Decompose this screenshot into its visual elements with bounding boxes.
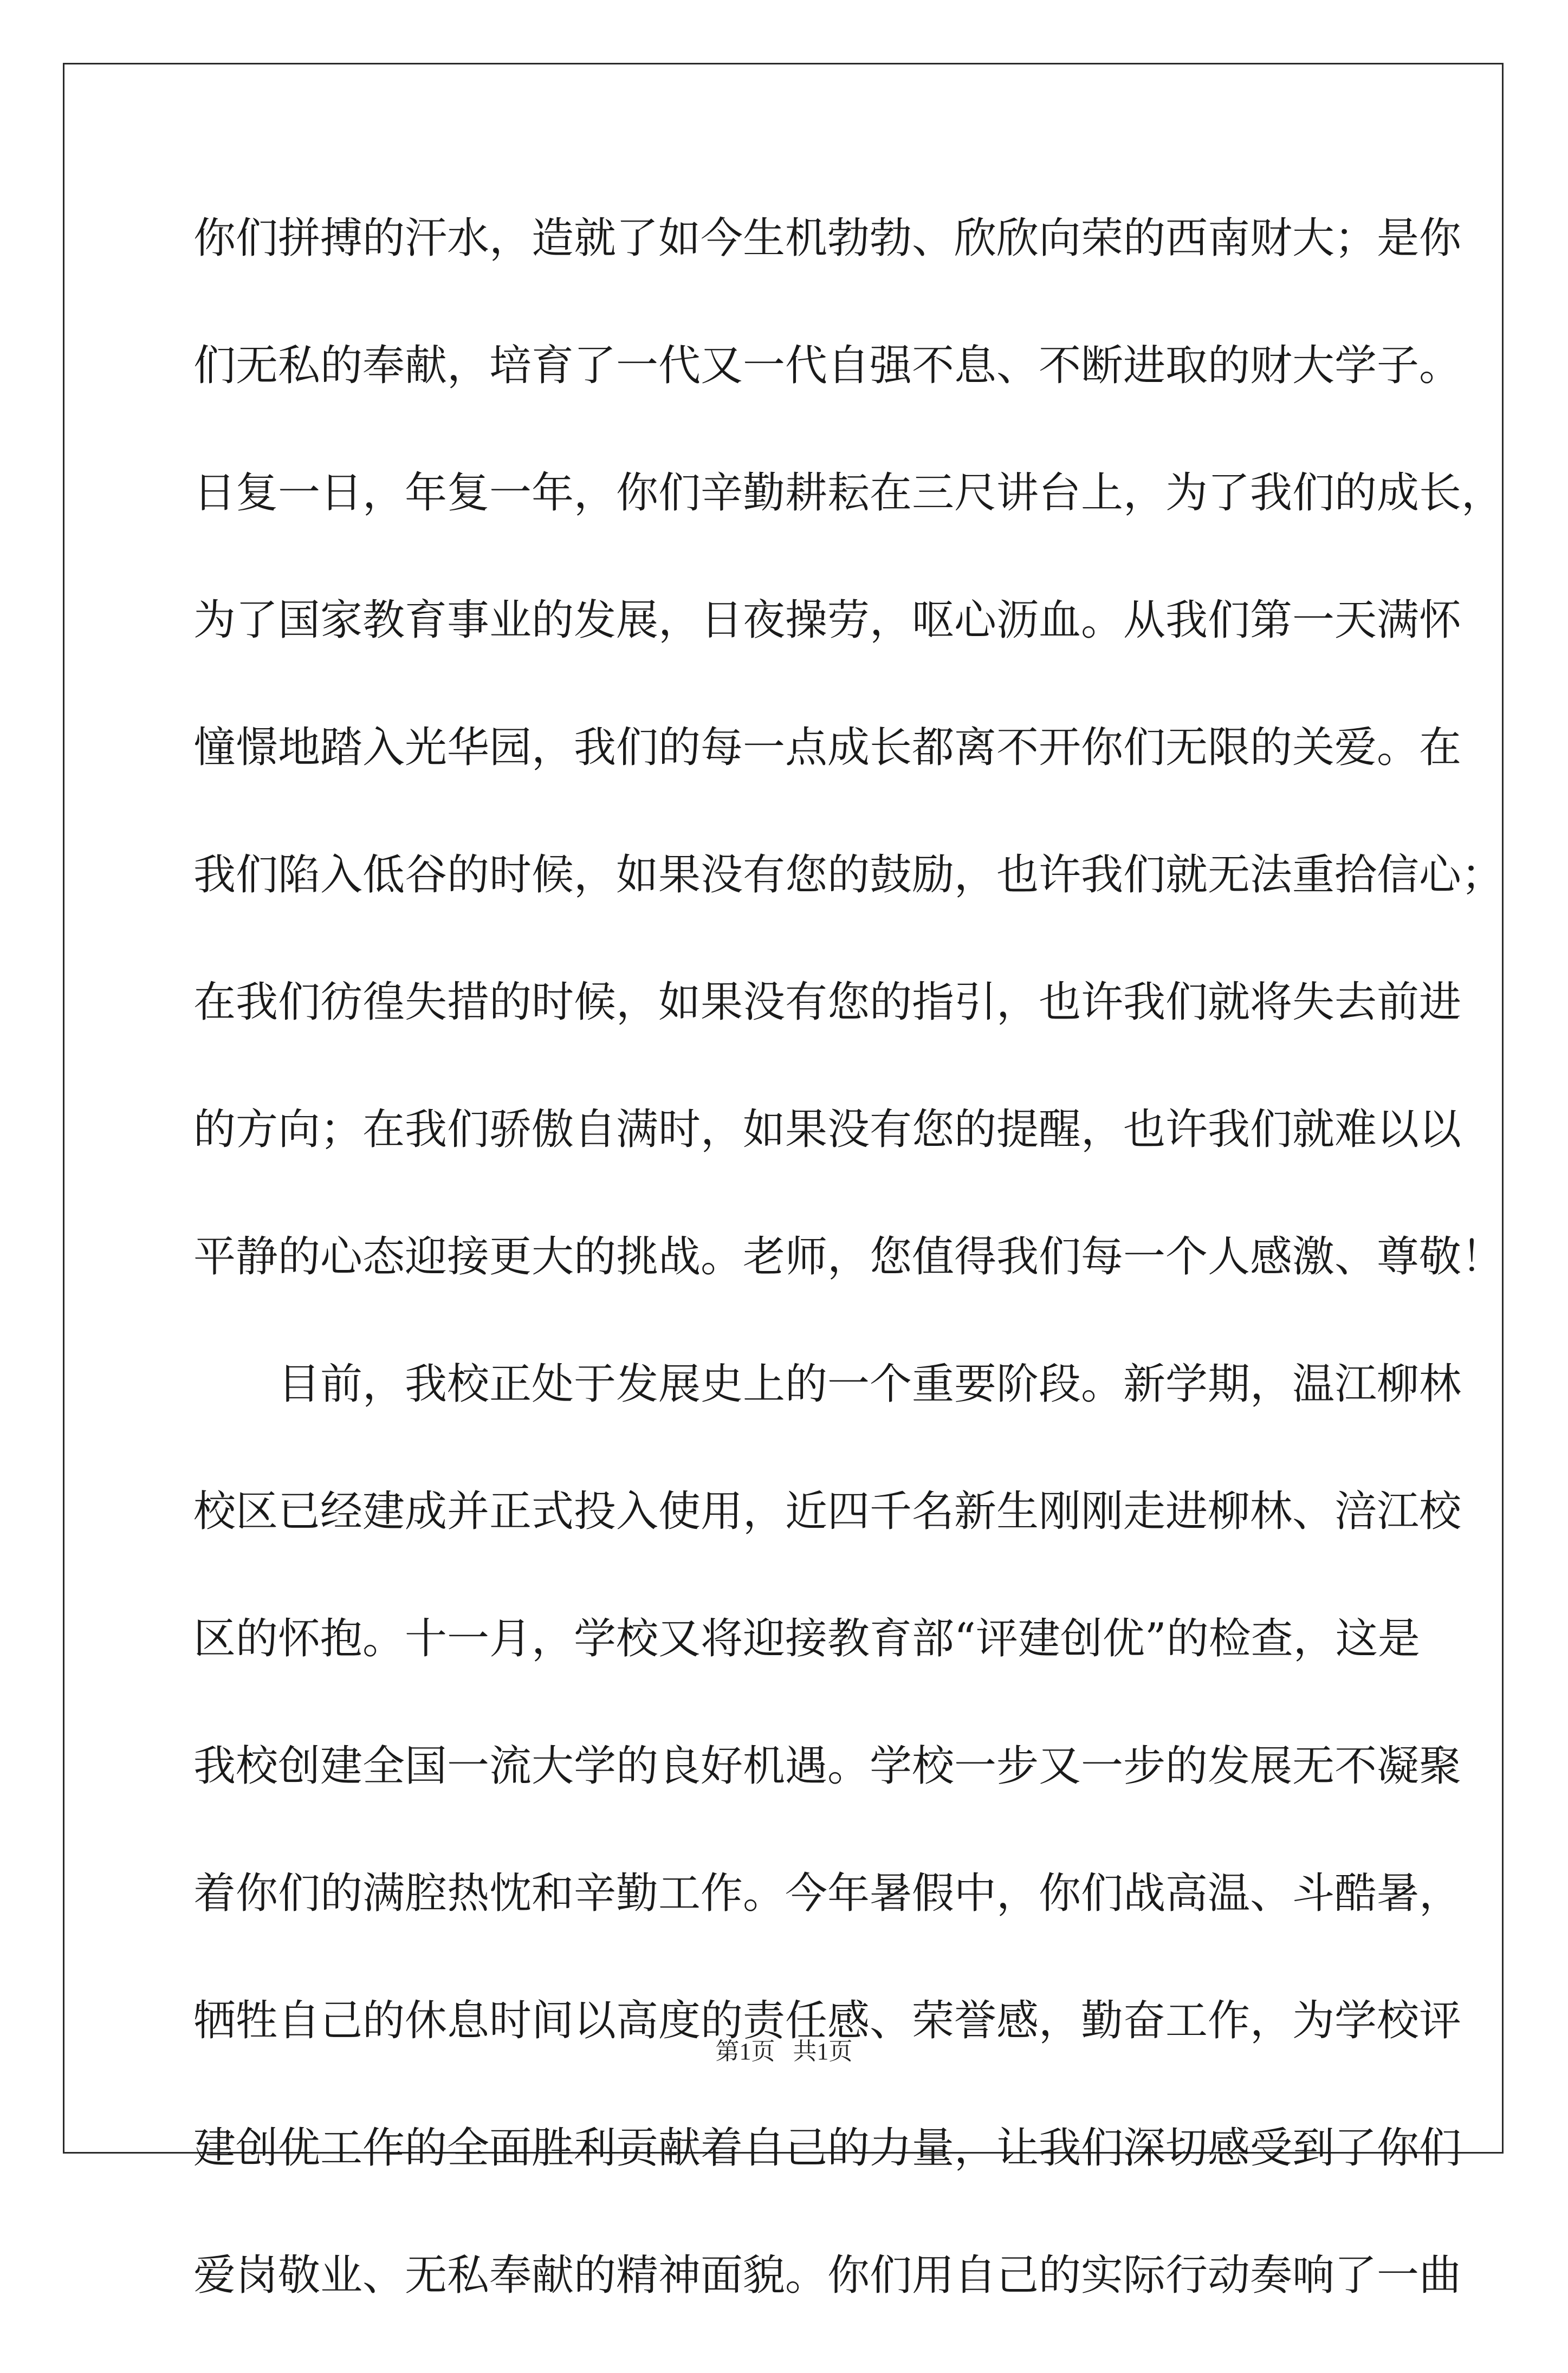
text-line: 平静的心态迎接更大的挑战。老师，您值得我们每一个人感激、尊敬！ <box>193 1233 1504 1281</box>
text-line: 你们拼搏的汗水，造就了如今生机勃勃、欣欣向荣的西南财大；是你 <box>193 214 1462 263</box>
text-line: 我校创建全国一流大学的良好机遇。学校一步又一步的发展无不凝聚 <box>193 1742 1462 1791</box>
text-line: 的方向；在我们骄傲自满时，如果没有您的提醒，也许我们就难以以 <box>193 1105 1462 1154</box>
page-number-footer: 第1页 共1页 <box>715 2038 853 2065</box>
text-line: 们无私的奉献，培育了一代又一代自强不息、不断进取的财大学子。 <box>193 341 1462 390</box>
text-line: 着你们的满腔热忱和辛勤工作。今年暑假中，你们战高温、斗酷暑， <box>193 1869 1462 1918</box>
text-line: 建创优工作的全面胜利贡献着自己的力量，让我们深切感受到了你们 <box>193 2124 1462 2173</box>
text-line: 校区已经建成并正式投入使用，近四千名新生刚刚走进柳林、涪江校 <box>193 1487 1462 1536</box>
text-line: 在我们彷徨失措的时候，如果没有您的指引，也许我们就将失去前进 <box>193 978 1462 1027</box>
text-line: 憧憬地踏入光华园，我们的每一点成长都离不开你们无限的关爱。在 <box>193 723 1462 772</box>
text-line: 爱岗敬业、无私奉献的精神面貌。你们用自己的实际行动奏响了一曲 <box>193 2251 1462 2300</box>
text-line: 日复一日，年复一年，你们辛勤耕耘在三尺讲台上，为了我们的成长， <box>193 469 1504 517</box>
text-line: 牺牲自己的休息时间以高度的责任感、荣誉感，勤奋工作，为学校评 <box>193 1996 1462 2045</box>
text-line: 区的怀抱。十一月，学校又将迎接教育部“评建创优”的检查，这是 <box>193 1615 1420 1663</box>
paragraph-first-line: 目前，我校正处于发展史上的一个重要阶段。新学期，温江柳林 <box>278 1360 1462 1409</box>
text-line: 为了国家教育事业的发展，日夜操劳，呕心沥血。从我们第一天满怀 <box>193 596 1462 645</box>
text-line: 我们陷入低谷的时候，如果没有您的鼓励，也许我们就无法重拾信心； <box>193 851 1504 899</box>
